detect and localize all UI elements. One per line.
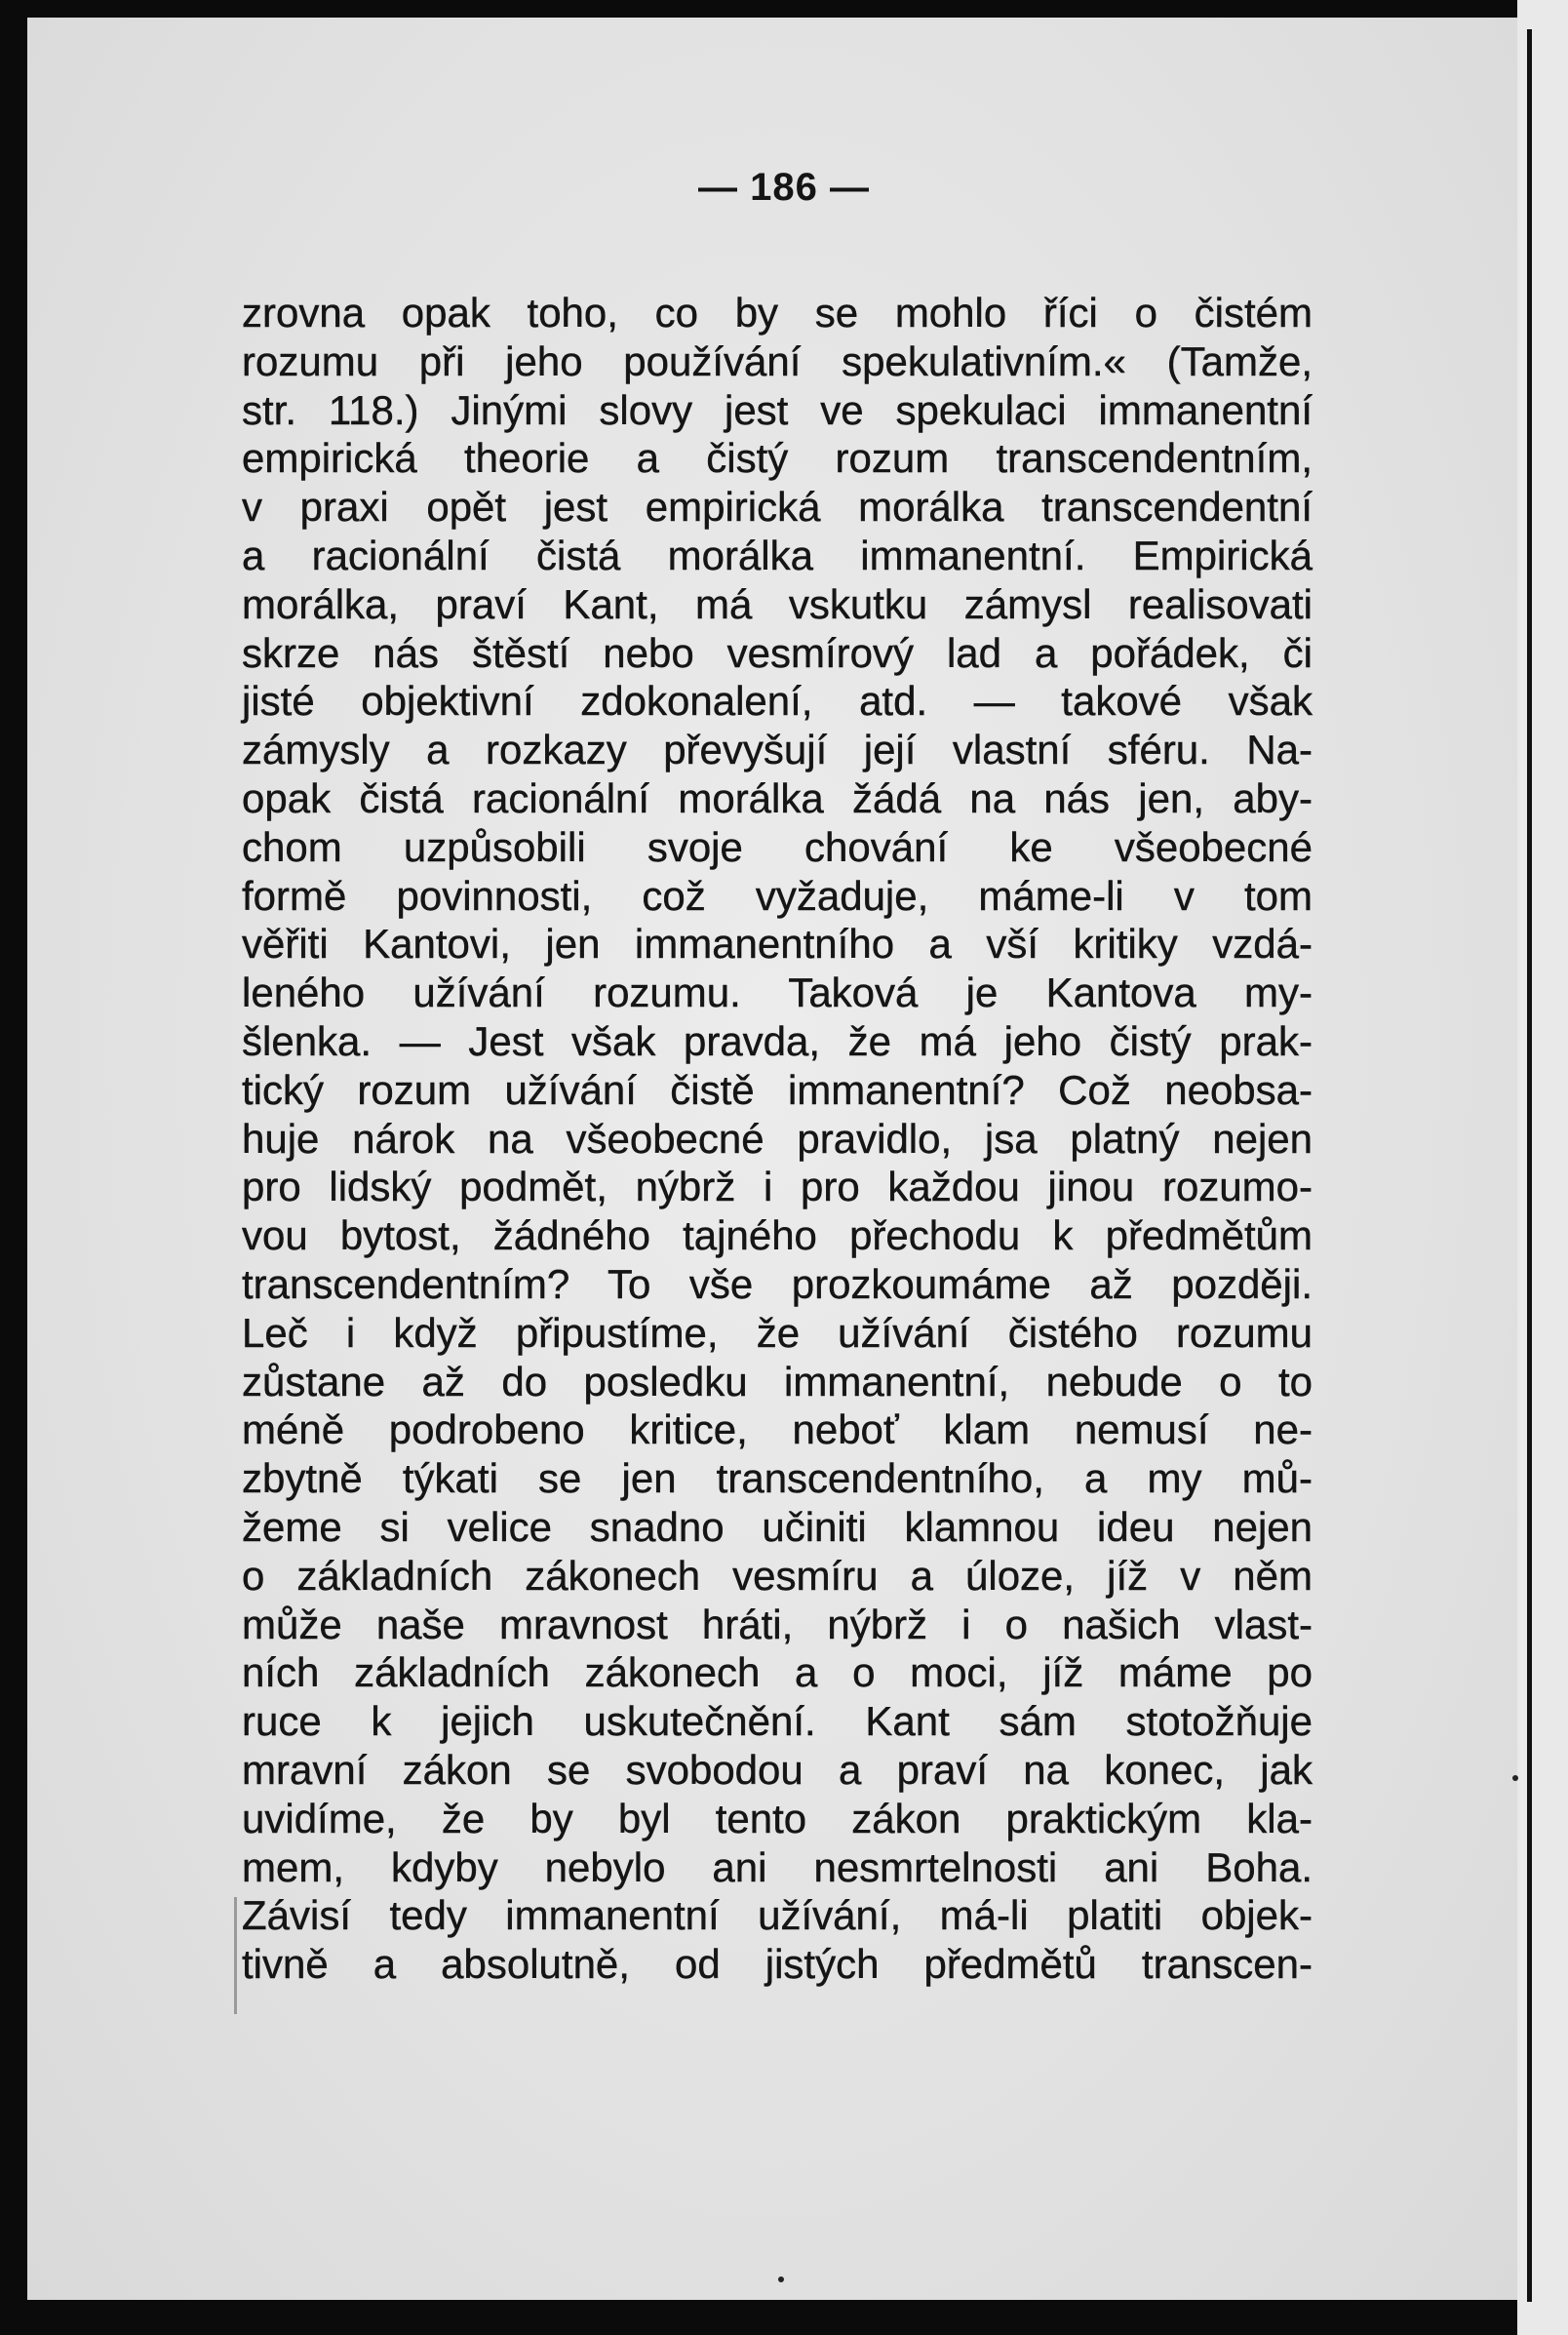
text-line: ruce k jejich uskutečnění. Kant sám stotožňuje <box>242 1698 1313 1745</box>
text-line: empirická theorie a čistý rozum transcendentním, <box>242 435 1313 482</box>
text-line: tický rozum užívání čistě immanentní? Což neobsa- <box>242 1066 1313 1113</box>
text-line: zůstane až do posledku immanentní, nebude o to <box>242 1358 1313 1405</box>
text-line: mem, kdyby nebylo ani nesmrtelnosti ani Boha. <box>242 1843 1313 1890</box>
text-line: méně podrobeno kritice, neboť klam nemusí ne- <box>242 1406 1313 1453</box>
text-line: jisté objektivní zdokonalení, atd. — takové však <box>242 678 1313 725</box>
text-line: str. 118.) Jinými slovy jest ve spekulaci immanentní <box>242 386 1313 433</box>
text-line: huje nárok na všeobecné pravidlo, jsa platný nejen <box>242 1115 1313 1162</box>
text-line: transcendentním? To vše prozkoumáme až později. <box>242 1260 1313 1307</box>
body-text <box>242 289 1313 1989</box>
ink-speck <box>1512 1775 1518 1781</box>
text-line: šlenka. — Jest však pravda, že má jeho čistý prak- <box>242 1017 1313 1064</box>
text-line: uvidíme, že by byl tento zákon praktickým kla- <box>242 1795 1313 1841</box>
text-line: žeme si velice snadno učiniti klamnou ideu nejen <box>242 1503 1313 1550</box>
text-line: zbytně týkati se jen transcendentního, a my mů- <box>242 1455 1313 1502</box>
text-line: leného užívání rozumu. Taková je Kantova my- <box>242 970 1313 1016</box>
text-line: zámysly a rozkazy převyšují její vlastní sféru. Na- <box>242 727 1313 773</box>
text-line: rozumu při jeho používání spekulativním.« (Tamže, <box>242 337 1313 384</box>
text-line: o základních zákonech vesmíru a úloze, jíž v něm <box>242 1552 1313 1599</box>
text-line: formě povinnosti, což vyžaduje, máme-li v tom <box>242 872 1313 919</box>
text-line: mravní zákon se svobodou a praví na konec, jak <box>242 1746 1313 1793</box>
text-line: a racionální čistá morálka immanentní. Empirická <box>242 532 1313 578</box>
text-line: skrze nás štěstí nebo vesmírový lad a pořádek, či <box>242 629 1313 676</box>
text-line: Leč i když připustíme, že užívání čistého rozumu <box>242 1309 1313 1356</box>
text-line: zrovna opak toho, co by se mohlo říci o čistém <box>242 290 1313 336</box>
text-line: Závisí tedy immanentní užívání, má-li platiti objek- <box>242 1892 1313 1939</box>
text-line: opak čistá racionální morálka žádá na nás jen, aby- <box>242 774 1313 821</box>
text-line: pro lidský podmět, nýbrž i pro každou jinou rozumo- <box>242 1164 1313 1210</box>
text-line: morálka, praví Kant, má vskutku zámysl realisovati <box>242 580 1313 627</box>
page-number: — 186 — <box>698 166 870 209</box>
text-line: věřiti Kantovi, jen immanentního a vší kritiky vzdá- <box>242 921 1313 968</box>
margin-mark <box>234 1897 237 2014</box>
binding-edge-line <box>1527 29 1532 2302</box>
text-line: ních základních zákonech a o moci, jíž máme po <box>242 1649 1313 1696</box>
page-edge <box>1517 0 1568 2335</box>
text-line: vou bytost, žádného tajného přechodu k předmětům <box>242 1212 1313 1259</box>
text-line: tivně a absolutně, od jistých předmětů transcen- <box>242 1941 1313 1988</box>
text-line: v praxi opět jest empirická morálka transcendentní <box>242 484 1313 531</box>
text-line: může naše mravnost hráti, nýbrž i o našich vlast- <box>242 1601 1313 1647</box>
text-line: chom uzpůsobili svoje chování ke všeobecné <box>242 823 1313 870</box>
ink-speck <box>778 2276 784 2282</box>
